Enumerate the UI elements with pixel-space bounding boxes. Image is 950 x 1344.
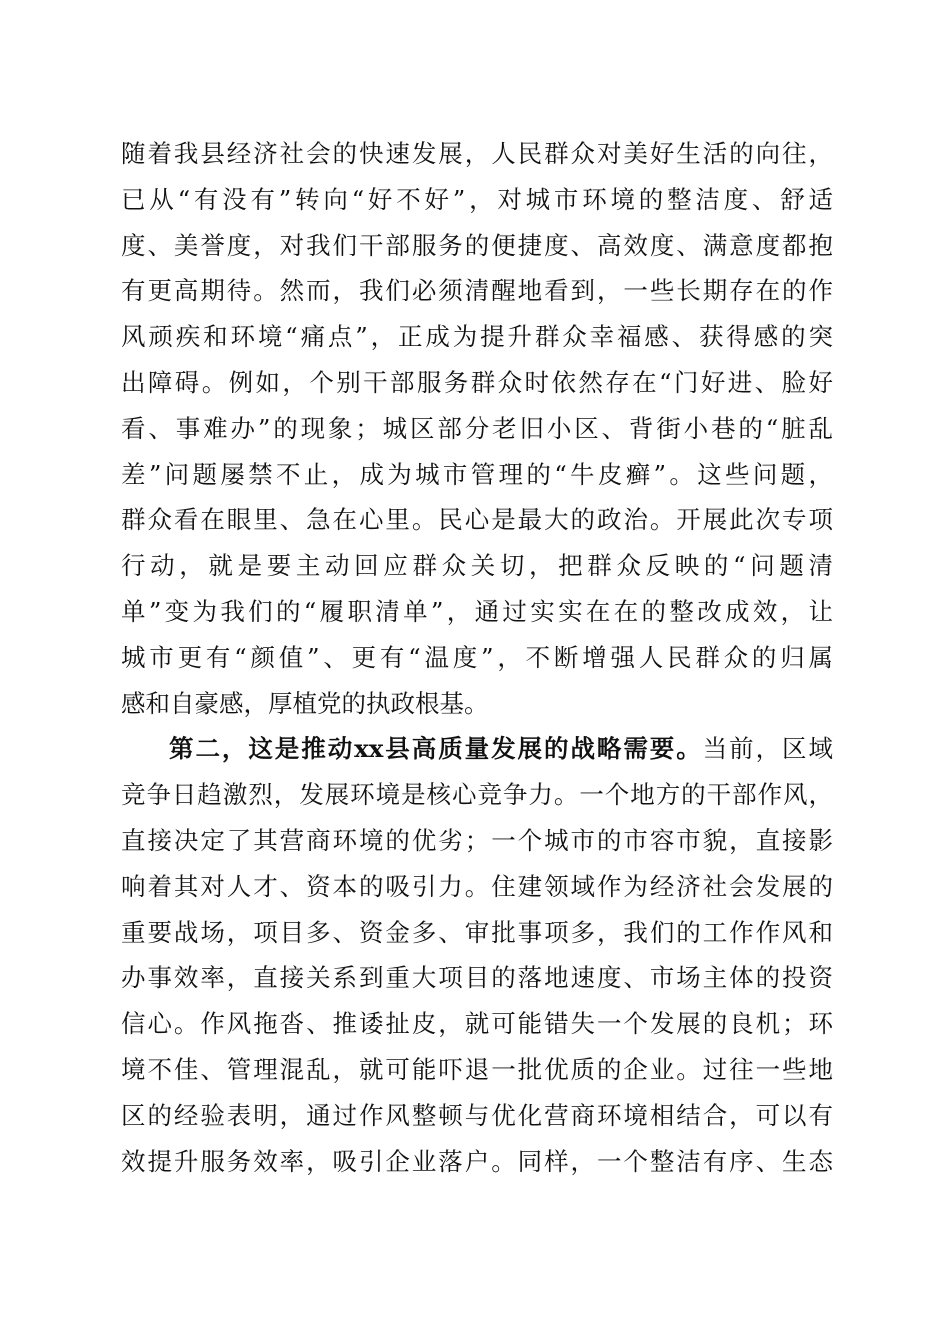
body-text (121, 131, 833, 1184)
text-line: 效提升服务效率，吸引企业落户。同样，一个整洁有序、生态 (121, 1146, 833, 1176)
text-line: 已从“有没有”转向“好不好”，对城市环境的整洁度、舒适 (121, 184, 833, 214)
text-line: 差”问题屡禁不止，成为城市管理的“牛皮癣”。这些问题， (121, 459, 833, 489)
text-line: 风顽疾和环境“痛点”，正成为提升群众幸福感、获得感的突 (121, 322, 833, 352)
text-line: 境不佳、管理混乱，就可能吓退一批优质的企业。过往一些地 (121, 1054, 833, 1084)
text-line-first (121, 726, 833, 772)
text-line: 度、美誉度，对我们干部服务的便捷度、高效度、满意度都抱 (121, 230, 833, 260)
text-line: 群众看在眼里、急在心里。民心是最大的政治。开展此次专项 (121, 505, 833, 535)
text-line: 感和自豪感，厚植党的执政根基。 (121, 688, 489, 718)
paragraph-heading: 第二，这是推动xx县高质量发展的战略需要。 (169, 734, 703, 764)
text-line: 单”变为我们的“履职清单”，通过实实在在的整改成效，让 (121, 596, 833, 626)
paragraph-1 (121, 131, 833, 726)
text-line: 随着我县经济社会的快速发展，人民群众对美好生活的向往， (121, 139, 833, 168)
text-line: 区的经验表明，通过作风整顿与优化营商环境相结合，可以有 (121, 1100, 833, 1130)
text-line: 直接决定了其营商环境的优劣；一个城市的市容市貌，直接影 (121, 825, 833, 855)
text-line: 出障碍。例如，个别干部服务群众时依然存在“门好进、脸好 (121, 367, 833, 397)
text-line: 信心。作风拖沓、推诿扯皮，就可能错失一个发展的良机；环 (121, 1009, 833, 1039)
text-line: 重要战场，项目多、资金多、审批事项多，我们的工作作风和 (121, 917, 833, 947)
text-run: 当前，区域 (702, 734, 833, 764)
text-line: 有更高期待。然而，我们必须清醒地看到，一些长期存在的作 (121, 276, 833, 306)
text-line: 竞争日趋激烈，发展环境是核心竞争力。一个地方的干部作风， (121, 780, 833, 810)
text-line: 响着其对人才、资本的吸引力。住建领域作为经济社会发展的 (121, 871, 833, 901)
text-line: 看、事难办”的现象；城区部分老旧小区、背街小巷的“脏乱 (121, 413, 833, 443)
text-line: 城市更有“颜值”、更有“温度”，不断增强人民群众的归属 (121, 642, 833, 672)
text-line: 办事效率，直接关系到重大项目的落地速度、市场主体的投资 (121, 963, 833, 993)
paragraph-2 (121, 726, 833, 1184)
text-line: 行动，就是要主动回应群众关切，把群众反映的“问题清 (121, 551, 833, 581)
